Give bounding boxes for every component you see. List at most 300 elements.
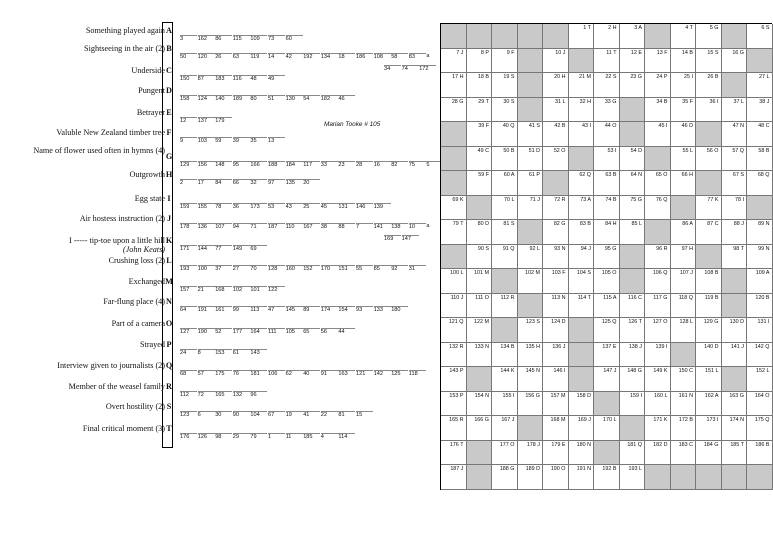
answer-slot[interactable]: 182 bbox=[321, 95, 338, 103]
answer-slot[interactable]: 73 bbox=[268, 35, 285, 43]
grid-cell[interactable] bbox=[671, 245, 697, 270]
answer-slot[interactable]: 186 bbox=[356, 53, 373, 61]
grid-cell[interactable] bbox=[543, 465, 569, 490]
answer-slot[interactable]: 190 bbox=[198, 328, 215, 336]
answer-slot[interactable]: 147 bbox=[402, 235, 419, 243]
answer-slot[interactable]: 68 bbox=[180, 370, 197, 378]
answer-slot[interactable]: 157 bbox=[180, 286, 197, 294]
answer-slot[interactable]: 162 bbox=[198, 35, 215, 43]
answer-slot[interactable]: 172 bbox=[419, 65, 436, 73]
grid-cell[interactable] bbox=[696, 441, 722, 466]
answer-slot[interactable]: 128 bbox=[268, 265, 285, 273]
grid-cell[interactable] bbox=[645, 196, 671, 221]
grid-cell[interactable] bbox=[569, 24, 595, 49]
answer-slot[interactable]: 49 bbox=[268, 75, 285, 83]
answer-slot[interactable]: 45 bbox=[321, 203, 338, 211]
answer-slot[interactable]: 185 bbox=[303, 433, 320, 441]
grid-cell[interactable] bbox=[518, 367, 544, 392]
answer-slot[interactable]: 137 bbox=[198, 117, 215, 125]
answer-slot[interactable]: 116 bbox=[233, 75, 250, 83]
grid-cell[interactable] bbox=[492, 122, 518, 147]
grid-cell[interactable] bbox=[492, 465, 518, 490]
answer-slot[interactable]: 93 bbox=[356, 306, 373, 314]
answer-slot[interactable]: 120 bbox=[198, 53, 215, 61]
grid-cell[interactable] bbox=[645, 269, 671, 294]
grid-cell[interactable] bbox=[645, 49, 671, 74]
grid-cell[interactable] bbox=[722, 122, 748, 147]
answer-slot[interactable]: 170 bbox=[321, 265, 338, 273]
answer-slot[interactable]: 90 bbox=[233, 411, 250, 419]
grid-cell[interactable] bbox=[518, 441, 544, 466]
answer-slot[interactable]: 176 bbox=[180, 433, 197, 441]
grid-cell[interactable] bbox=[543, 49, 569, 74]
answer-slot[interactable]: 37 bbox=[215, 265, 232, 273]
grid-cell[interactable] bbox=[696, 49, 722, 74]
grid-cell[interactable] bbox=[722, 245, 748, 270]
answer-slot[interactable]: 95 bbox=[233, 161, 250, 169]
answer-slot[interactable]: 112 bbox=[180, 391, 197, 399]
grid-cell[interactable] bbox=[747, 73, 773, 98]
grid-cell[interactable] bbox=[696, 220, 722, 245]
answer-slot[interactable]: 20 bbox=[303, 179, 320, 187]
grid-cell[interactable] bbox=[518, 318, 544, 343]
grid-cell[interactable] bbox=[543, 392, 569, 417]
answer-slot[interactable]: 7 bbox=[356, 223, 373, 231]
answer-slot[interactable]: 10 bbox=[409, 223, 426, 231]
grid-cell[interactable] bbox=[620, 343, 646, 368]
answer-slot[interactable]: 111 bbox=[268, 328, 285, 336]
grid-cell[interactable] bbox=[645, 245, 671, 270]
answer-slot[interactable]: 187 bbox=[268, 223, 285, 231]
answer-slot[interactable]: 132 bbox=[233, 391, 250, 399]
grid-cell[interactable] bbox=[696, 98, 722, 123]
answer-slot[interactable]: 78 bbox=[215, 203, 232, 211]
grid-cell[interactable] bbox=[441, 343, 467, 368]
answer-slot[interactable]: 191 bbox=[198, 306, 215, 314]
answer-slot[interactable]: 99 bbox=[233, 306, 250, 314]
answer-slot[interactable]: 32 bbox=[250, 179, 267, 187]
answer-slot[interactable]: 130 bbox=[286, 95, 303, 103]
grid-cell[interactable] bbox=[467, 343, 493, 368]
grid-cell[interactable] bbox=[747, 343, 773, 368]
answer-slot[interactable]: 19 bbox=[286, 411, 303, 419]
grid-cell[interactable] bbox=[747, 367, 773, 392]
grid-cell[interactable] bbox=[671, 147, 697, 172]
answer-slot[interactable]: 62 bbox=[286, 370, 303, 378]
grid-cell[interactable] bbox=[696, 392, 722, 417]
answer-slot[interactable]: 146 bbox=[356, 203, 373, 211]
answer-slot[interactable]: 42 bbox=[286, 53, 303, 61]
answer-slot[interactable]: 141 bbox=[374, 223, 391, 231]
grid-cell[interactable] bbox=[722, 343, 748, 368]
grid-cell[interactable] bbox=[467, 294, 493, 319]
answer-slot[interactable]: 123 bbox=[180, 411, 197, 419]
grid-cell[interactable] bbox=[543, 98, 569, 123]
grid-cell[interactable] bbox=[671, 392, 697, 417]
answer-slot[interactable]: 6 bbox=[198, 411, 215, 419]
answer-slot[interactable]: 87 bbox=[198, 75, 215, 83]
answer-slot[interactable]: 34 bbox=[384, 65, 401, 73]
grid-cell[interactable] bbox=[671, 49, 697, 74]
answer-slot[interactable]: 122 bbox=[268, 286, 285, 294]
answer-slot[interactable]: 3 bbox=[180, 35, 197, 43]
grid-cell[interactable] bbox=[747, 171, 773, 196]
grid-cell[interactable] bbox=[645, 73, 671, 98]
answer-slot[interactable]: 72 bbox=[198, 391, 215, 399]
answer-slot[interactable]: 101 bbox=[250, 286, 267, 294]
answer-slot[interactable]: 155 bbox=[198, 203, 215, 211]
answer-slot[interactable]: a bbox=[426, 223, 430, 229]
grid-cell[interactable] bbox=[747, 318, 773, 343]
grid-cell[interactable] bbox=[747, 147, 773, 172]
answer-slot[interactable]: 12 bbox=[180, 117, 197, 125]
answer-slot[interactable]: 108 bbox=[374, 53, 391, 61]
grid-cell[interactable] bbox=[594, 147, 620, 172]
answer-slot[interactable]: 193 bbox=[180, 265, 197, 273]
answer-slot[interactable]: 160 bbox=[286, 265, 303, 273]
answer-slot[interactable]: 63 bbox=[233, 53, 250, 61]
grid-cell[interactable] bbox=[441, 49, 467, 74]
grid-cell[interactable] bbox=[492, 245, 518, 270]
grid-cell[interactable] bbox=[569, 441, 595, 466]
grid-cell[interactable] bbox=[645, 294, 671, 319]
grid-cell[interactable] bbox=[518, 196, 544, 221]
answer-slot[interactable]: 107 bbox=[215, 223, 232, 231]
grid-cell[interactable] bbox=[467, 318, 493, 343]
grid-cell[interactable] bbox=[594, 367, 620, 392]
answer-slot[interactable]: 9 bbox=[180, 137, 197, 145]
grid-cell[interactable] bbox=[696, 294, 722, 319]
grid-cell[interactable] bbox=[620, 294, 646, 319]
answer-slot[interactable]: 106 bbox=[268, 370, 285, 378]
answer-slot[interactable]: 81 bbox=[338, 411, 355, 419]
grid-cell[interactable] bbox=[492, 294, 518, 319]
answer-slot[interactable]: 75 bbox=[409, 161, 426, 169]
answer-slot[interactable]: 129 bbox=[180, 161, 197, 169]
grid-cell[interactable] bbox=[594, 343, 620, 368]
answer-slot[interactable]: 156 bbox=[198, 161, 215, 169]
answer-slot[interactable]: 138 bbox=[391, 223, 408, 231]
answer-slot[interactable]: 154 bbox=[338, 306, 355, 314]
grid-cell[interactable] bbox=[594, 98, 620, 123]
answer-slot[interactable]: 86 bbox=[215, 35, 232, 43]
grid-cell[interactable] bbox=[620, 24, 646, 49]
grid-cell[interactable] bbox=[594, 269, 620, 294]
answer-slot[interactable]: 113 bbox=[250, 306, 267, 314]
answer-slot[interactable]: 159 bbox=[180, 203, 197, 211]
answer-slot[interactable]: 152 bbox=[303, 265, 320, 273]
grid-cell[interactable] bbox=[594, 171, 620, 196]
grid-cell[interactable] bbox=[492, 343, 518, 368]
grid-cell[interactable] bbox=[671, 98, 697, 123]
grid-cell[interactable] bbox=[620, 441, 646, 466]
answer-slot[interactable]: 8 bbox=[198, 349, 215, 357]
answer-slot[interactable]: 109 bbox=[250, 35, 267, 43]
answer-slot[interactable]: 169 bbox=[384, 235, 401, 243]
answer-slot[interactable]: 124 bbox=[198, 95, 215, 103]
grid-cell[interactable] bbox=[543, 220, 569, 245]
answer-slot[interactable]: 65 bbox=[303, 328, 320, 336]
grid-cell[interactable] bbox=[747, 220, 773, 245]
answer-slot[interactable]: 151 bbox=[338, 265, 355, 273]
answer-slot[interactable]: 153 bbox=[215, 349, 232, 357]
answer-slot[interactable]: 150 bbox=[180, 75, 197, 83]
grid-cell[interactable] bbox=[696, 147, 722, 172]
answer-slot[interactable]: 79 bbox=[250, 433, 267, 441]
answer-slot[interactable]: 142 bbox=[374, 370, 391, 378]
answer-slot[interactable]: 144 bbox=[198, 245, 215, 253]
answer-slot[interactable]: 14 bbox=[268, 53, 285, 61]
grid-cell[interactable] bbox=[696, 269, 722, 294]
answer-slot[interactable]: 89 bbox=[303, 306, 320, 314]
answer-slot[interactable]: 135 bbox=[286, 179, 303, 187]
grid-cell[interactable] bbox=[543, 416, 569, 441]
grid-cell[interactable] bbox=[441, 392, 467, 417]
answer-slot[interactable]: 173 bbox=[250, 203, 267, 211]
grid-cell[interactable] bbox=[569, 220, 595, 245]
grid-cell[interactable] bbox=[696, 367, 722, 392]
answer-slot[interactable]: 53 bbox=[268, 203, 285, 211]
grid-cell[interactable] bbox=[594, 73, 620, 98]
answer-slot[interactable]: 35 bbox=[250, 137, 267, 145]
grid-cell[interactable] bbox=[441, 416, 467, 441]
grid-cell[interactable] bbox=[492, 73, 518, 98]
grid-cell[interactable] bbox=[620, 73, 646, 98]
grid-cell[interactable] bbox=[671, 367, 697, 392]
grid-cell[interactable] bbox=[441, 196, 467, 221]
grid-cell[interactable] bbox=[696, 416, 722, 441]
grid-cell[interactable] bbox=[722, 220, 748, 245]
grid-cell[interactable] bbox=[747, 392, 773, 417]
grid-cell[interactable] bbox=[645, 171, 671, 196]
grid-cell[interactable] bbox=[569, 196, 595, 221]
answer-slot[interactable]: 103 bbox=[198, 137, 215, 145]
answer-slot[interactable]: 104 bbox=[250, 411, 267, 419]
answer-slot[interactable]: 40 bbox=[303, 370, 320, 378]
answer-slot[interactable]: 74 bbox=[402, 65, 419, 73]
grid-cell[interactable] bbox=[671, 294, 697, 319]
answer-slot[interactable]: 180 bbox=[391, 306, 408, 314]
answer-slot[interactable]: 36 bbox=[233, 203, 250, 211]
grid-cell[interactable] bbox=[594, 416, 620, 441]
answer-slot[interactable]: 110 bbox=[286, 223, 303, 231]
answer-slot[interactable]: 126 bbox=[198, 433, 215, 441]
grid-cell[interactable] bbox=[722, 392, 748, 417]
answer-slot[interactable]: 13 bbox=[268, 137, 285, 145]
grid-cell[interactable] bbox=[441, 367, 467, 392]
answer-slot[interactable]: 91 bbox=[321, 370, 338, 378]
answer-slot[interactable]: 118 bbox=[409, 370, 426, 378]
grid-cell[interactable] bbox=[543, 441, 569, 466]
answer-slot[interactable]: 61 bbox=[233, 349, 250, 357]
grid-cell[interactable] bbox=[722, 441, 748, 466]
answer-slot[interactable]: 102 bbox=[233, 286, 250, 294]
answer-slot[interactable]: 183 bbox=[215, 75, 232, 83]
grid-cell[interactable] bbox=[543, 367, 569, 392]
answer-slot[interactable]: 131 bbox=[338, 203, 355, 211]
answer-slot[interactable]: 59 bbox=[215, 137, 232, 145]
answer-slot[interactable]: 84 bbox=[215, 179, 232, 187]
grid-cell[interactable] bbox=[492, 98, 518, 123]
grid-cell[interactable] bbox=[671, 122, 697, 147]
answer-slot[interactable]: 177 bbox=[233, 328, 250, 336]
grid-cell[interactable] bbox=[594, 220, 620, 245]
grid-cell[interactable] bbox=[441, 294, 467, 319]
grid-cell[interactable] bbox=[671, 24, 697, 49]
grid-cell[interactable] bbox=[441, 98, 467, 123]
answer-slot[interactable]: 22 bbox=[321, 411, 338, 419]
grid-cell[interactable] bbox=[518, 122, 544, 147]
grid-cell[interactable] bbox=[747, 441, 773, 466]
grid-cell[interactable] bbox=[696, 73, 722, 98]
grid-cell[interactable] bbox=[467, 73, 493, 98]
answer-slot[interactable]: 4 bbox=[321, 433, 338, 441]
grid-cell[interactable] bbox=[569, 465, 595, 490]
answer-slot[interactable]: 98 bbox=[215, 433, 232, 441]
grid-cell[interactable] bbox=[441, 318, 467, 343]
answer-slot[interactable]: 67 bbox=[268, 411, 285, 419]
answer-slot[interactable]: 25 bbox=[303, 203, 320, 211]
grid-cell[interactable] bbox=[671, 416, 697, 441]
grid-cell[interactable] bbox=[441, 73, 467, 98]
grid-cell[interactable] bbox=[645, 367, 671, 392]
grid-cell[interactable] bbox=[518, 171, 544, 196]
answer-slot[interactable]: 115 bbox=[233, 35, 250, 43]
answer-slot[interactable]: 189 bbox=[233, 95, 250, 103]
answer-slot[interactable]: 117 bbox=[303, 161, 320, 169]
answer-slot[interactable]: 119 bbox=[250, 53, 267, 61]
answer-slot[interactable]: 48 bbox=[250, 75, 267, 83]
grid-cell[interactable] bbox=[671, 73, 697, 98]
answer-slot[interactable]: 39 bbox=[233, 137, 250, 145]
grid-cell[interactable] bbox=[492, 171, 518, 196]
grid-cell[interactable] bbox=[492, 441, 518, 466]
grid-cell[interactable] bbox=[722, 318, 748, 343]
answer-slot[interactable]: 127 bbox=[180, 328, 197, 336]
answer-slot[interactable]: 92 bbox=[391, 265, 408, 273]
grid-cell[interactable] bbox=[467, 98, 493, 123]
answer-slot[interactable]: 184 bbox=[286, 161, 303, 169]
answer-slot[interactable]: 23 bbox=[338, 161, 355, 169]
answer-slot[interactable]: 164 bbox=[250, 328, 267, 336]
answer-slot[interactable]: 94 bbox=[233, 223, 250, 231]
grid-cell[interactable] bbox=[467, 416, 493, 441]
grid-cell[interactable] bbox=[671, 269, 697, 294]
grid-cell[interactable] bbox=[467, 147, 493, 172]
grid-cell[interactable] bbox=[518, 269, 544, 294]
grid-cell[interactable] bbox=[594, 318, 620, 343]
answer-slot[interactable]: 30 bbox=[215, 411, 232, 419]
grid-cell[interactable] bbox=[569, 122, 595, 147]
answer-slot[interactable]: 178 bbox=[180, 223, 197, 231]
grid-cell[interactable] bbox=[620, 147, 646, 172]
answer-slot[interactable]: 17 bbox=[198, 179, 215, 187]
grid-cell[interactable] bbox=[467, 49, 493, 74]
grid-cell[interactable] bbox=[543, 245, 569, 270]
grid-cell[interactable] bbox=[671, 171, 697, 196]
answer-slot[interactable]: 27 bbox=[233, 265, 250, 273]
grid-cell[interactable] bbox=[747, 269, 773, 294]
answer-slot[interactable]: 80 bbox=[250, 95, 267, 103]
grid-cell[interactable] bbox=[620, 220, 646, 245]
answer-slot[interactable]: 77 bbox=[215, 245, 232, 253]
answer-slot[interactable]: 54 bbox=[303, 95, 320, 103]
grid-cell[interactable] bbox=[594, 245, 620, 270]
grid-cell[interactable] bbox=[722, 147, 748, 172]
grid-cell[interactable] bbox=[441, 220, 467, 245]
answer-slot[interactable]: 163 bbox=[338, 370, 355, 378]
answer-slot[interactable]: 167 bbox=[303, 223, 320, 231]
answer-slot[interactable]: 69 bbox=[250, 245, 267, 253]
answer-slot[interactable]: 179 bbox=[215, 117, 232, 125]
grid-cell[interactable] bbox=[696, 343, 722, 368]
answer-slot[interactable]: 21 bbox=[198, 286, 215, 294]
answer-slot[interactable]: 44 bbox=[338, 328, 355, 336]
answer-slot[interactable]: 52 bbox=[215, 328, 232, 336]
grid-cell[interactable] bbox=[722, 416, 748, 441]
grid-cell[interactable] bbox=[645, 441, 671, 466]
answer-slot[interactable]: 16 bbox=[374, 161, 391, 169]
answer-slot[interactable]: 171 bbox=[180, 245, 197, 253]
grid-cell[interactable] bbox=[492, 416, 518, 441]
answer-slot[interactable]: 66 bbox=[233, 179, 250, 187]
grid-cell[interactable] bbox=[645, 392, 671, 417]
grid-cell[interactable] bbox=[492, 49, 518, 74]
answer-slot[interactable]: 43 bbox=[286, 203, 303, 211]
grid-cell[interactable] bbox=[594, 49, 620, 74]
grid-cell[interactable] bbox=[722, 196, 748, 221]
answer-slot[interactable]: 133 bbox=[374, 306, 391, 314]
grid-cell[interactable] bbox=[594, 24, 620, 49]
grid-cell[interactable] bbox=[467, 122, 493, 147]
grid-cell[interactable] bbox=[645, 122, 671, 147]
answer-slot[interactable]: 55 bbox=[356, 265, 373, 273]
grid-cell[interactable] bbox=[747, 98, 773, 123]
grid-cell[interactable] bbox=[569, 269, 595, 294]
grid-cell[interactable] bbox=[569, 171, 595, 196]
answer-slot[interactable]: 15 bbox=[356, 411, 373, 419]
answer-slot[interactable]: 100 bbox=[198, 265, 215, 273]
answer-slot[interactable]: 149 bbox=[233, 245, 250, 253]
grid-cell[interactable] bbox=[518, 147, 544, 172]
grid-cell[interactable] bbox=[543, 147, 569, 172]
grid-cell[interactable] bbox=[543, 122, 569, 147]
answer-slot[interactable]: 11 bbox=[286, 433, 303, 441]
grid-cell[interactable] bbox=[543, 294, 569, 319]
answer-slot[interactable]: 71 bbox=[250, 223, 267, 231]
answer-slot[interactable]: 24 bbox=[180, 349, 197, 357]
answer-slot[interactable]: 82 bbox=[391, 161, 408, 169]
grid-cell[interactable] bbox=[620, 49, 646, 74]
answer-slot[interactable]: 28 bbox=[356, 161, 373, 169]
answer-slot[interactable]: 181 bbox=[250, 370, 267, 378]
answer-slot[interactable]: 56 bbox=[321, 328, 338, 336]
grid-cell[interactable] bbox=[467, 392, 493, 417]
answer-slot[interactable]: 166 bbox=[250, 161, 267, 169]
grid-cell[interactable] bbox=[747, 24, 773, 49]
answer-slot[interactable]: 83 bbox=[409, 53, 426, 61]
grid-cell[interactable] bbox=[569, 416, 595, 441]
answer-slot[interactable]: 57 bbox=[198, 370, 215, 378]
answer-slot[interactable]: 174 bbox=[321, 306, 338, 314]
answer-slot[interactable]: 31 bbox=[409, 265, 426, 273]
grid-cell[interactable] bbox=[747, 122, 773, 147]
grid-cell[interactable] bbox=[441, 465, 467, 490]
grid-cell[interactable] bbox=[722, 49, 748, 74]
grid-cell[interactable] bbox=[467, 269, 493, 294]
answer-slot[interactable]: 143 bbox=[250, 349, 267, 357]
grid-cell[interactable] bbox=[620, 318, 646, 343]
